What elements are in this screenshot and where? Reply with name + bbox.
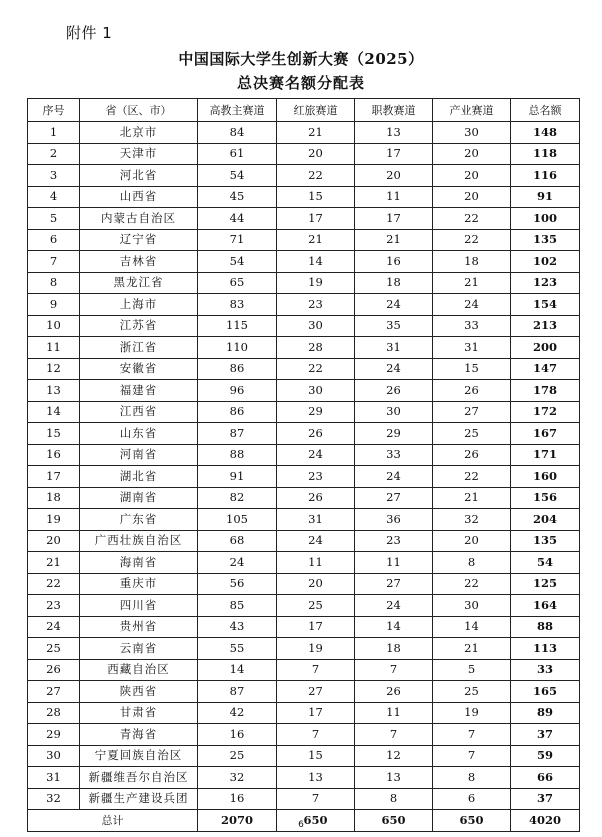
cell-red-track: 23 [277,466,355,488]
cell-red-track: 29 [277,401,355,423]
header-province: 省（区、市） [80,99,198,122]
cell-no: 7 [28,251,80,273]
cell-total: 54 [511,552,580,574]
cell-red-track: 17 [277,208,355,230]
cell-industry-track: 30 [433,595,511,617]
cell-vocational-track: 17 [355,208,433,230]
table-row [28,272,580,294]
table-row [28,659,580,681]
cell-red-track: 24 [277,530,355,552]
cell-total: 37 [511,724,580,746]
cell-main-track: 16 [198,788,277,810]
cell-no: 24 [28,616,80,638]
table-row [28,423,580,445]
cell-vocational-track: 31 [355,337,433,359]
cell-total: 88 [511,616,580,638]
cell-main-track: 16 [198,724,277,746]
cell-main-track: 87 [198,423,277,445]
cell-province: 北京市 [80,122,198,144]
cell-main-track: 68 [198,530,277,552]
cell-no: 14 [28,401,80,423]
cell-industry-track: 31 [433,337,511,359]
cell-main-track: 87 [198,681,277,703]
header-industry-track: 产业赛道 [433,99,511,122]
cell-red-track: 24 [277,444,355,466]
cell-total: 154 [511,294,580,316]
table-row [28,143,580,165]
cell-industry-track: 8 [433,767,511,789]
cell-total: 135 [511,530,580,552]
cell-province: 辽宁省 [80,229,198,251]
cell-province: 山西省 [80,186,198,208]
table-row [28,638,580,660]
cell-vocational-track: 36 [355,509,433,531]
summary-industry: 650 [433,810,511,832]
cell-main-track: 65 [198,272,277,294]
cell-total: 91 [511,186,580,208]
cell-industry-track: 19 [433,702,511,724]
cell-vocational-track: 29 [355,423,433,445]
table-header-row [28,99,580,122]
table-row [28,788,580,810]
cell-main-track: 54 [198,165,277,187]
cell-main-track: 71 [198,229,277,251]
cell-red-track: 19 [277,272,355,294]
cell-total: 167 [511,423,580,445]
cell-industry-track: 25 [433,681,511,703]
cell-province: 海南省 [80,552,198,574]
cell-red-track: 30 [277,315,355,337]
cell-industry-track: 20 [433,530,511,552]
cell-total: 165 [511,681,580,703]
cell-red-track: 20 [277,573,355,595]
document-subtitle: 总决赛名额分配表 [236,74,365,92]
cell-vocational-track: 17 [355,143,433,165]
cell-vocational-track: 23 [355,530,433,552]
cell-province: 河南省 [80,444,198,466]
cell-province: 湖北省 [80,466,198,488]
cell-total: 213 [511,315,580,337]
cell-no: 15 [28,423,80,445]
cell-vocational-track: 18 [355,638,433,660]
cell-industry-track: 30 [433,122,511,144]
cell-industry-track: 33 [433,315,511,337]
table-row [28,681,580,703]
cell-red-track: 26 [277,423,355,445]
cell-total: 118 [511,143,580,165]
cell-total: 102 [511,251,580,273]
cell-no: 20 [28,530,80,552]
cell-vocational-track: 12 [355,745,433,767]
cell-no: 9 [28,294,80,316]
table-row [28,530,580,552]
cell-province: 福建省 [80,380,198,402]
cell-main-track: 115 [198,315,277,337]
cell-red-track: 11 [277,552,355,574]
cell-total: 204 [511,509,580,531]
cell-red-track: 30 [277,380,355,402]
cell-no: 23 [28,595,80,617]
cell-red-track: 17 [277,702,355,724]
cell-industry-track: 26 [433,444,511,466]
cell-red-track: 7 [277,724,355,746]
cell-main-track: 84 [198,122,277,144]
cell-no: 25 [28,638,80,660]
summary-vocational: 650 [355,810,433,832]
cell-industry-track: 20 [433,186,511,208]
cell-no: 6 [28,229,80,251]
cell-no: 30 [28,745,80,767]
cell-vocational-track: 11 [355,552,433,574]
cell-red-track: 27 [277,681,355,703]
cell-red-track: 21 [277,229,355,251]
cell-main-track: 83 [198,294,277,316]
cell-province: 浙江省 [80,337,198,359]
cell-red-track: 31 [277,509,355,531]
cell-total: 200 [511,337,580,359]
cell-red-track: 22 [277,165,355,187]
cell-red-track: 14 [277,251,355,273]
cell-total: 33 [511,659,580,681]
cell-vocational-track: 11 [355,186,433,208]
cell-vocational-track: 27 [355,487,433,509]
header-vocational-track: 职教赛道 [355,99,433,122]
table-row [28,745,580,767]
cell-industry-track: 20 [433,165,511,187]
page-number: 6 [298,820,304,830]
cell-industry-track: 7 [433,745,511,767]
cell-province: 西藏自治区 [80,659,198,681]
cell-vocational-track: 7 [355,659,433,681]
summary-main: 2070 [198,810,277,832]
cell-industry-track: 14 [433,616,511,638]
cell-no: 31 [28,767,80,789]
cell-main-track: 88 [198,444,277,466]
table-row [28,573,580,595]
cell-total: 113 [511,638,580,660]
cell-main-track: 55 [198,638,277,660]
cell-no: 27 [28,681,80,703]
cell-industry-track: 18 [433,251,511,273]
table-row [28,186,580,208]
cell-red-track: 21 [277,122,355,144]
cell-main-track: 56 [198,573,277,595]
cell-vocational-track: 26 [355,380,433,402]
cell-province: 甘肃省 [80,702,198,724]
cell-red-track: 25 [277,595,355,617]
cell-red-track: 28 [277,337,355,359]
cell-main-track: 110 [198,337,277,359]
cell-province: 青海省 [80,724,198,746]
header-no: 序号 [28,99,80,122]
cell-total: 148 [511,122,580,144]
cell-main-track: 14 [198,659,277,681]
cell-province: 重庆市 [80,573,198,595]
header-main-track: 高教主赛道 [198,99,277,122]
cell-no: 22 [28,573,80,595]
cell-province: 上海市 [80,294,198,316]
cell-total: 37 [511,788,580,810]
cell-province: 新疆维吾尔自治区 [80,767,198,789]
cell-industry-track: 22 [433,573,511,595]
cell-total: 160 [511,466,580,488]
cell-total: 164 [511,595,580,617]
table-row [28,208,580,230]
cell-main-track: 105 [198,509,277,531]
cell-no: 10 [28,315,80,337]
cell-main-track: 82 [198,487,277,509]
quota-table [27,98,580,832]
cell-industry-track: 27 [433,401,511,423]
cell-main-track: 86 [198,401,277,423]
attachment-label: 附件 1 [66,24,113,42]
cell-total: 89 [511,702,580,724]
cell-main-track: 86 [198,358,277,380]
table-row [28,702,580,724]
cell-total: 178 [511,380,580,402]
cell-red-track: 7 [277,788,355,810]
cell-vocational-track: 24 [355,595,433,617]
cell-province: 四川省 [80,595,198,617]
cell-no: 28 [28,702,80,724]
cell-vocational-track: 13 [355,767,433,789]
cell-province: 吉林省 [80,251,198,273]
cell-vocational-track: 21 [355,229,433,251]
cell-vocational-track: 26 [355,681,433,703]
cell-red-track: 13 [277,767,355,789]
cell-vocational-track: 33 [355,444,433,466]
table-row [28,380,580,402]
cell-total: 171 [511,444,580,466]
cell-industry-track: 20 [433,143,511,165]
cell-industry-track: 32 [433,509,511,531]
cell-main-track: 91 [198,466,277,488]
cell-main-track: 42 [198,702,277,724]
cell-no: 19 [28,509,80,531]
cell-industry-track: 25 [433,423,511,445]
summary-total: 4020 [511,810,580,832]
cell-no: 13 [28,380,80,402]
table-row [28,337,580,359]
table-row [28,229,580,251]
table-row [28,616,580,638]
cell-red-track: 15 [277,186,355,208]
cell-no: 2 [28,143,80,165]
summary-label: 总计 [28,810,198,832]
cell-vocational-track: 13 [355,122,433,144]
cell-no: 11 [28,337,80,359]
cell-main-track: 61 [198,143,277,165]
cell-main-track: 25 [198,745,277,767]
cell-no: 8 [28,272,80,294]
cell-province: 宁夏回族自治区 [80,745,198,767]
table-row [28,165,580,187]
cell-province: 黑龙江省 [80,272,198,294]
cell-province: 江西省 [80,401,198,423]
cell-vocational-track: 18 [355,272,433,294]
cell-province: 江苏省 [80,315,198,337]
cell-industry-track: 21 [433,487,511,509]
cell-total: 116 [511,165,580,187]
cell-total: 59 [511,745,580,767]
table-row [28,251,580,273]
cell-total: 135 [511,229,580,251]
table-row [28,509,580,531]
cell-main-track: 24 [198,552,277,574]
table-row [28,487,580,509]
cell-vocational-track: 24 [355,294,433,316]
cell-red-track: 15 [277,745,355,767]
cell-industry-track: 22 [433,208,511,230]
cell-main-track: 54 [198,251,277,273]
header-red-track: 红旅赛道 [277,99,355,122]
cell-no: 4 [28,186,80,208]
cell-total: 100 [511,208,580,230]
cell-total: 123 [511,272,580,294]
cell-main-track: 44 [198,208,277,230]
table-row [28,358,580,380]
cell-no: 18 [28,487,80,509]
cell-province: 河北省 [80,165,198,187]
table-row [28,595,580,617]
cell-vocational-track: 11 [355,702,433,724]
cell-vocational-track: 7 [355,724,433,746]
cell-industry-track: 15 [433,358,511,380]
cell-main-track: 85 [198,595,277,617]
table-row [28,315,580,337]
cell-total: 147 [511,358,580,380]
cell-vocational-track: 14 [355,616,433,638]
cell-vocational-track: 27 [355,573,433,595]
cell-industry-track: 8 [433,552,511,574]
cell-no: 1 [28,122,80,144]
table-row [28,294,580,316]
cell-no: 21 [28,552,80,574]
cell-vocational-track: 24 [355,466,433,488]
cell-red-track: 20 [277,143,355,165]
table-row [28,122,580,144]
cell-total: 172 [511,401,580,423]
cell-main-track: 43 [198,616,277,638]
cell-no: 5 [28,208,80,230]
cell-red-track: 17 [277,616,355,638]
cell-vocational-track: 24 [355,358,433,380]
cell-total: 66 [511,767,580,789]
cell-province: 山东省 [80,423,198,445]
cell-main-track: 96 [198,380,277,402]
table-row [28,466,580,488]
cell-province: 广东省 [80,509,198,531]
cell-no: 32 [28,788,80,810]
cell-no: 12 [28,358,80,380]
cell-industry-track: 22 [433,466,511,488]
cell-province: 天津市 [80,143,198,165]
cell-no: 26 [28,659,80,681]
table-row [28,444,580,466]
table-row [28,724,580,746]
cell-main-track: 32 [198,767,277,789]
cell-no: 16 [28,444,80,466]
cell-vocational-track: 8 [355,788,433,810]
cell-industry-track: 6 [433,788,511,810]
cell-province: 贵州省 [80,616,198,638]
cell-industry-track: 21 [433,272,511,294]
cell-province: 内蒙古自治区 [80,208,198,230]
cell-main-track: 45 [198,186,277,208]
cell-no: 3 [28,165,80,187]
cell-industry-track: 24 [433,294,511,316]
cell-province: 陕西省 [80,681,198,703]
cell-red-track: 26 [277,487,355,509]
cell-no: 29 [28,724,80,746]
cell-vocational-track: 20 [355,165,433,187]
cell-red-track: 19 [277,638,355,660]
table-row [28,767,580,789]
table-row [28,552,580,574]
cell-province: 广西壮族自治区 [80,530,198,552]
cell-red-track: 7 [277,659,355,681]
cell-industry-track: 21 [433,638,511,660]
cell-no: 17 [28,466,80,488]
cell-total: 156 [511,487,580,509]
cell-vocational-track: 30 [355,401,433,423]
cell-industry-track: 5 [433,659,511,681]
cell-industry-track: 26 [433,380,511,402]
cell-province: 云南省 [80,638,198,660]
header-total: 总名额 [511,99,580,122]
cell-vocational-track: 16 [355,251,433,273]
table-body [28,122,580,810]
cell-vocational-track: 35 [355,315,433,337]
cell-province: 湖南省 [80,487,198,509]
summary-red: 650 [277,810,355,832]
cell-industry-track: 22 [433,229,511,251]
cell-industry-track: 7 [433,724,511,746]
cell-total: 125 [511,573,580,595]
cell-province: 安徽省 [80,358,198,380]
cell-red-track: 22 [277,358,355,380]
table-row [28,401,580,423]
cell-province: 新疆生产建设兵团 [80,788,198,810]
cell-red-track: 23 [277,294,355,316]
document-title: 中国国际大学生创新大赛（2025） [178,50,424,68]
